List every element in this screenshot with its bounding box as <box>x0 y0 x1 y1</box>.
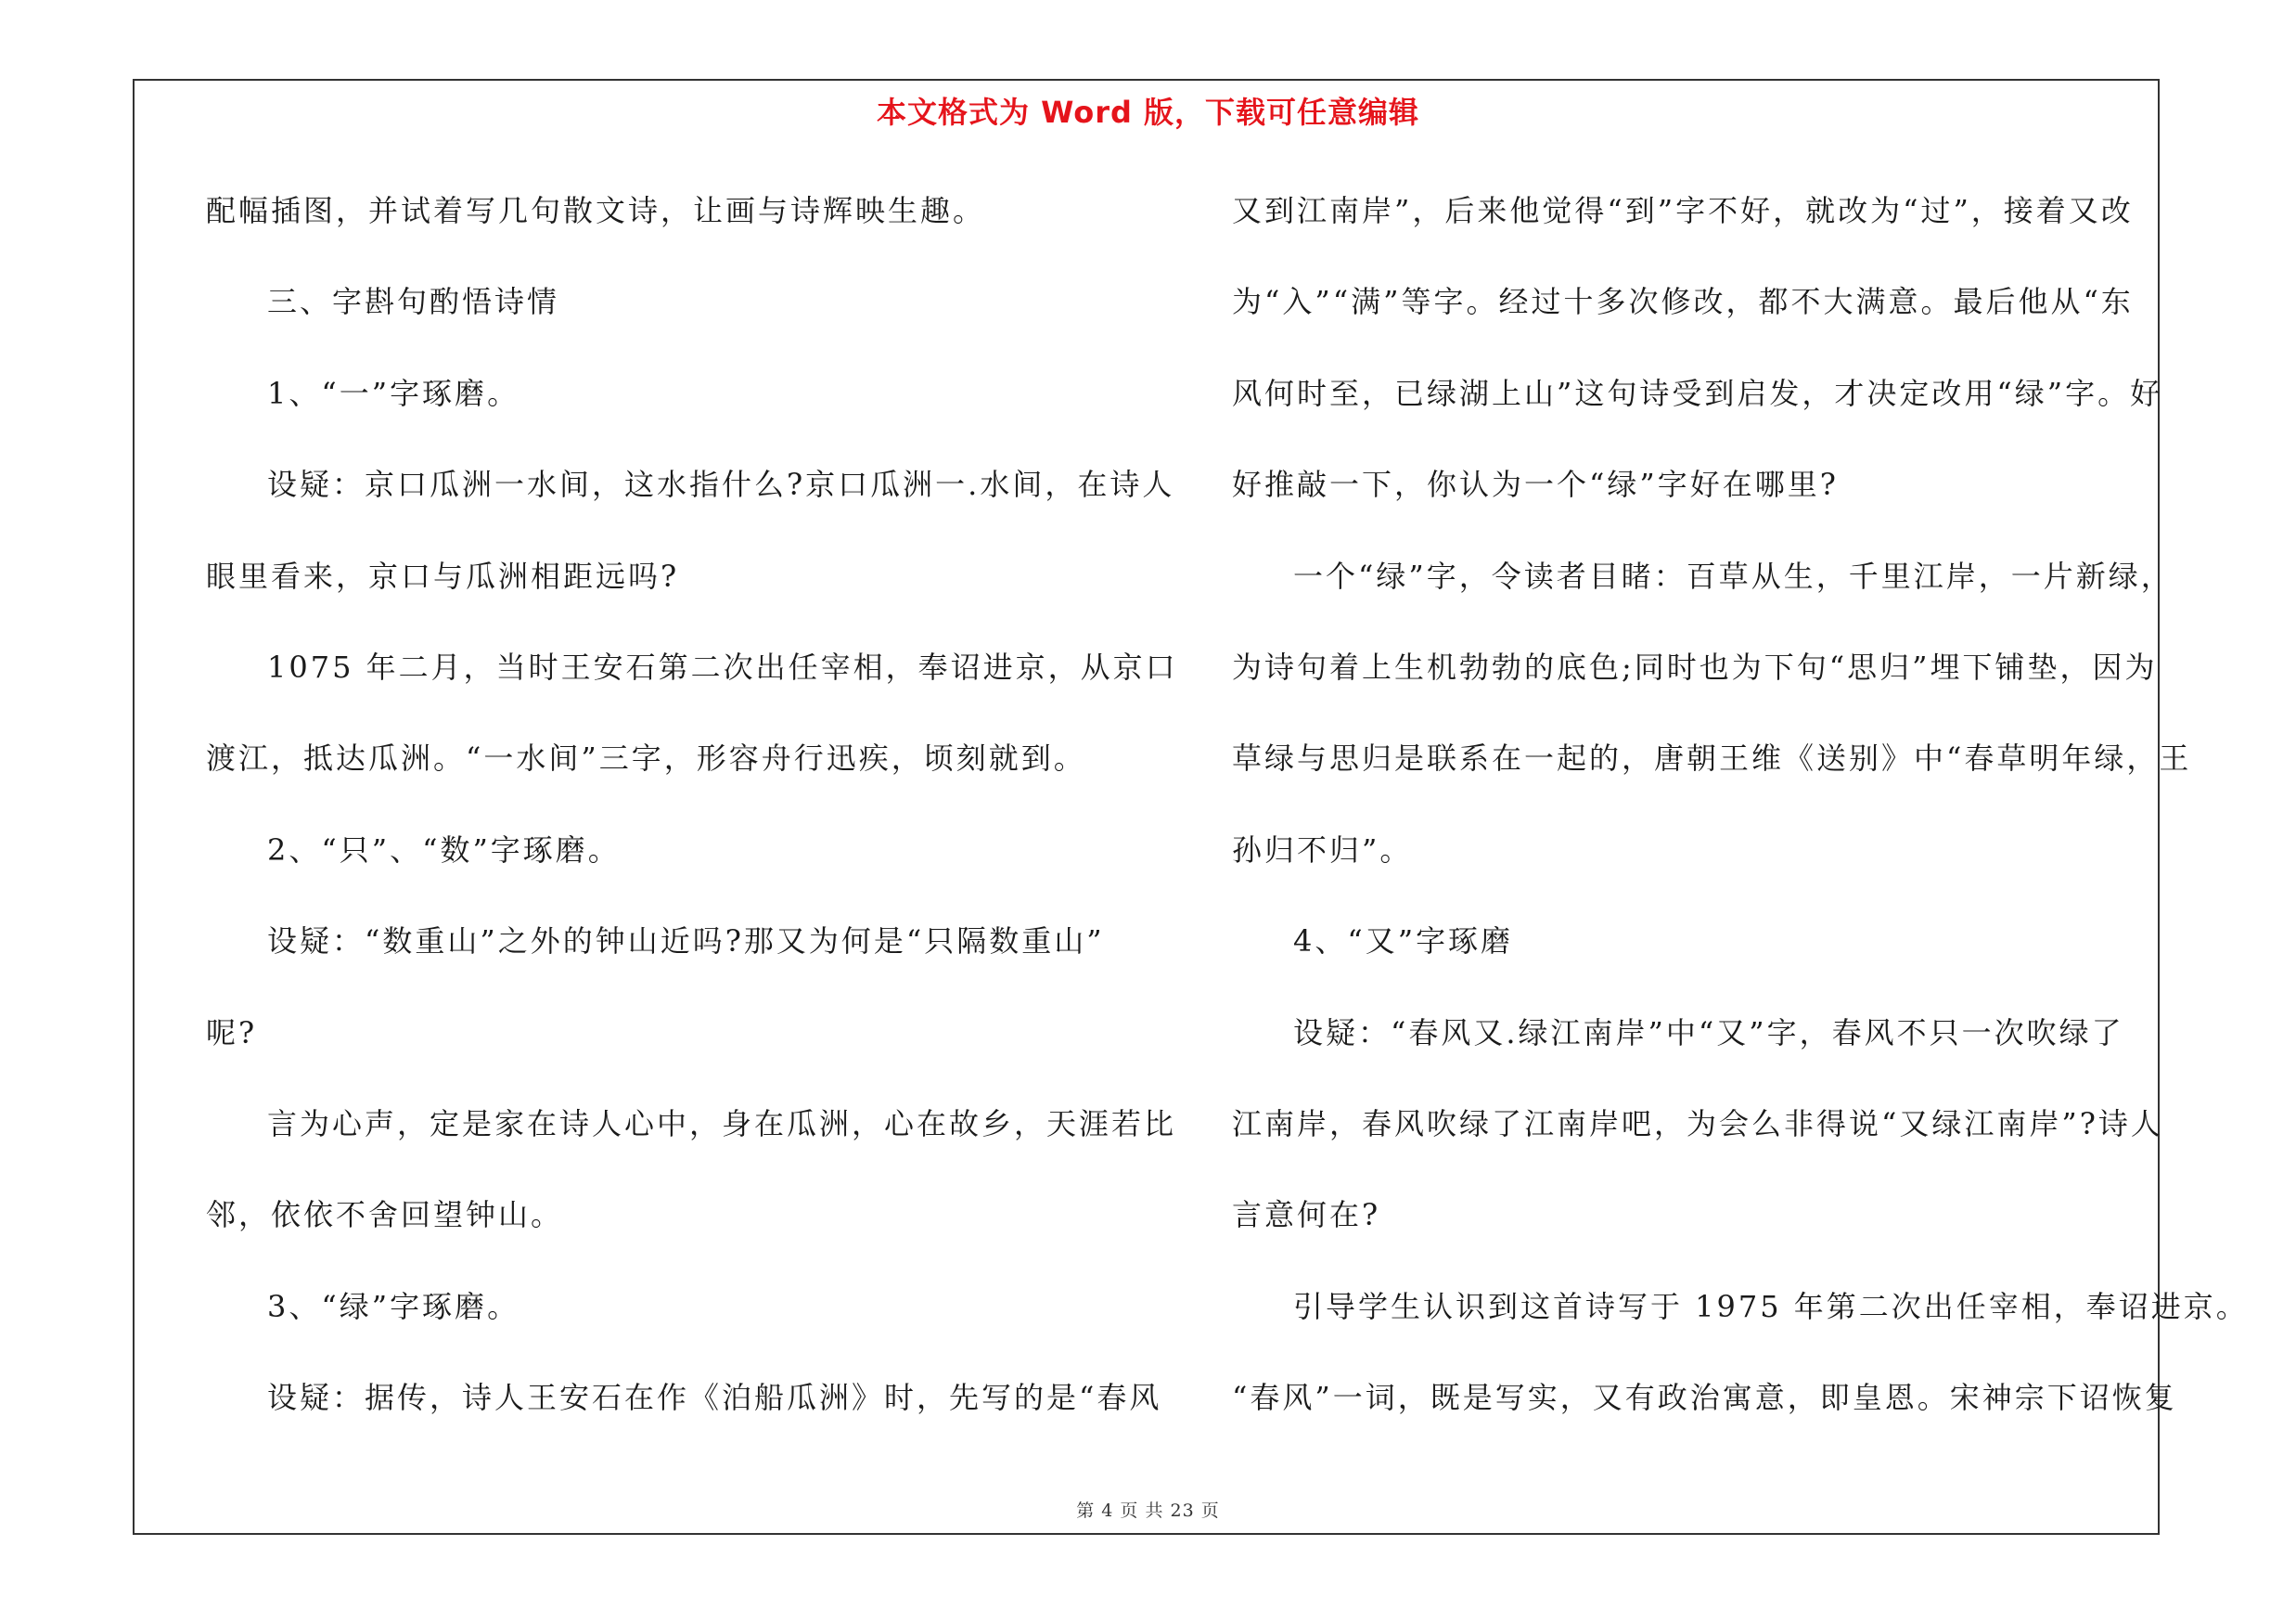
paragraph-line: 风何时至，已绿湖上山”这句诗受到启发，才决定改用“绿”字。好 <box>1232 375 2163 411</box>
paragraph-line: 好推敲一下，你认为一个“绿”字好在哪里? <box>1232 467 1839 503</box>
paragraph-line: 设疑：“数重山”之外的钟山近吗?那又为何是“只隔数重山” <box>267 923 1105 960</box>
paragraph-line: 眼里看来，京口与瓜洲相距远吗? <box>206 558 680 594</box>
section-heading: 三、字斟句酌悟诗情 <box>267 284 560 320</box>
paragraph-line: 一个“绿”字，令读者目睹：百草从生，千里江岸，一片新绿， <box>1293 558 2174 594</box>
subsection-heading: 3、“绿”字琢磨。 <box>267 1288 520 1324</box>
paragraph-line: 设疑：“春风又.绿江南岸”中“又”字，春风不只一次吹绿了 <box>1293 1014 2124 1050</box>
subsection-heading: 2、“只”、“数”字琢磨。 <box>267 831 621 868</box>
format-notice-banner: 本文格式为 Word 版，下载可任意编辑 <box>876 95 1420 130</box>
left-text-column <box>206 184 1178 1462</box>
paragraph-line: 孙归不归”。 <box>1232 831 1413 868</box>
paragraph-line: 言意何在? <box>1232 1197 1381 1233</box>
paragraph-line: 又到江南岸”，后来他觉得“到”字不好，就改为“过”，接着又改 <box>1232 193 2134 228</box>
paragraph-line: 1075 年二月，当时王安石第二次出任宰相，奉诏进京，从京口 <box>267 649 1178 685</box>
paragraph-line: 为诗句着上生机勃勃的底色;同时也为下句“思归”埋下铺垫，因为 <box>1232 649 2158 685</box>
paragraph-line: 引导学生认识到这首诗写于 1975 年第二次出任宰相，奉诏进京。 <box>1293 1288 2249 1324</box>
paragraph-line: 言为心声，定是家在诗人心中，身在瓜洲，心在故乡，天涯若比 <box>267 1105 1177 1141</box>
right-text-column <box>1232 184 2249 1462</box>
paragraph-line: “春风”一词，既是写实，又有政治寓意，即皇恩。宋神宗下诏恢复 <box>1232 1380 2177 1416</box>
paragraph-line: 草绿与思归是联系在一起的，唐朝王维《送别》中“春草明年绿，王 <box>1232 741 2192 777</box>
subsection-heading: 4、“又”字琢磨 <box>1293 923 1514 960</box>
paragraph-line: 设疑：据传，诗人王安石在作《泊船瓜洲》时，先写的是“春风 <box>267 1380 1162 1416</box>
paragraph-line: 为“入”“满”等字。经过十多次修改，都不大满意。最后他从“东 <box>1232 284 2134 320</box>
paragraph-line: 呢? <box>206 1014 258 1050</box>
paragraph-line: 设疑：京口瓜洲一水间，这水指什么?京口瓜洲一.水间，在诗人 <box>267 467 1175 503</box>
page-number-footer: 第 4 页 共 23 页 <box>1076 1501 1220 1521</box>
paragraph-line: 邻，依依不舍回望钟山。 <box>206 1197 564 1233</box>
paragraph-line: 渡江，抵达瓜洲。“一水间”三字，形容舟行迅疾，顷刻就到。 <box>206 741 1086 777</box>
paragraph-line: 配幅插图，并试着写几句散文诗，让画与诗辉映生趣。 <box>206 193 986 228</box>
paragraph-line: 江南岸，春风吹绿了江南岸吧，为会么非得说“又绿江南岸”?诗人 <box>1232 1105 2163 1141</box>
subsection-heading: 1、“一”字琢磨。 <box>267 375 520 411</box>
